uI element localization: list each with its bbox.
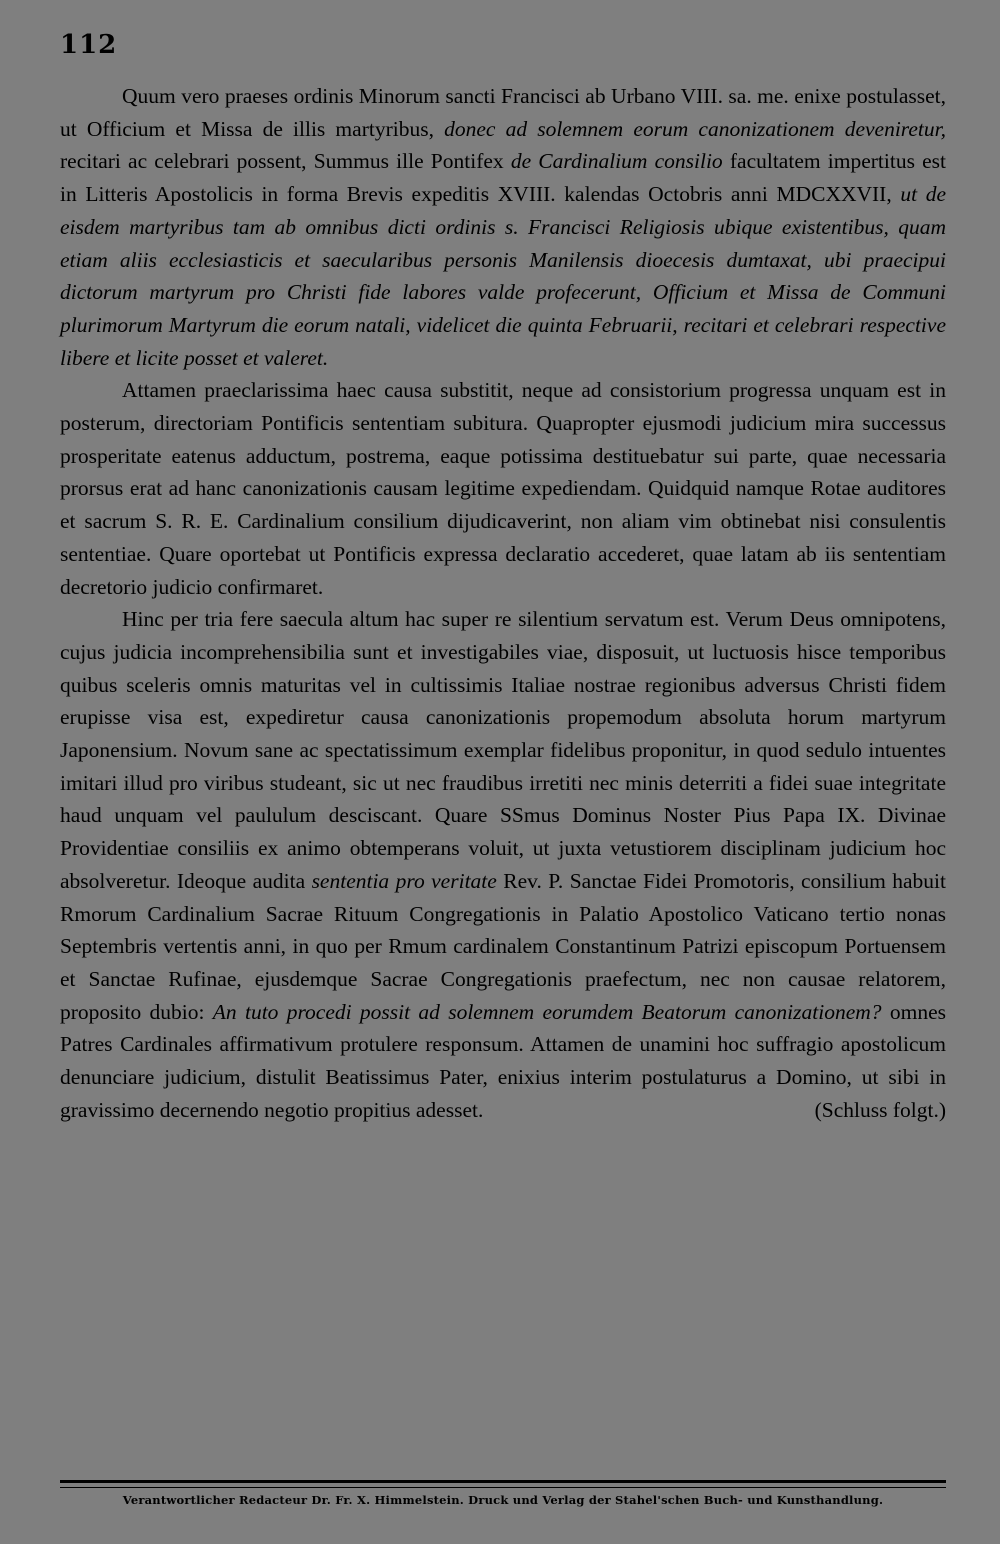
footer-rule	[60, 1480, 946, 1483]
publisher-imprint: Verantwortlicher Redacteur Dr. Fr. X. Himmelstein. Druck und Verlag der Stahel'schen Buch- und Kunsthandlung.	[122, 1493, 884, 1507]
paragraph	[60, 374, 946, 603]
italic-text-run: An tuto procedi possit ad solemnem eorumdem Beatorum canonizationem?	[212, 999, 882, 1024]
footer-rule-thin	[60, 1487, 946, 1488]
paragraph	[60, 80, 946, 374]
text-run: recitari ac celebrari possent, Summus ille Pontifex	[60, 149, 511, 174]
continuation-note: (Schluss folgt.)	[814, 1097, 946, 1122]
italic-text-run: donec ad solemnem eorum canonizationem deveniretur,	[444, 116, 946, 141]
article-body	[60, 80, 946, 1127]
text-run: omnes Patres Cardinales affirmativum protulere responsum. Attamen de unamini hoc suffragio apostolicum denunciare judicium, distulit Beatissimus Pater, enixius interim postulaturus a Domino, ut sibi in gravissimo decernendo negotio propitius adesset.	[60, 999, 946, 1122]
italic-text-run: de Cardinalium consilio	[510, 149, 723, 174]
text-run: Quum vero praeses ordinis Minorum sancti Francisci ab Urbano VIII. sa. me. enixe postulasset, ut Officium et Missa de illis martyribus,	[60, 84, 946, 141]
italic-text-run: sententia pro veritate	[311, 868, 497, 893]
text-run: Attamen praeclarissima haec causa substitit, neque ad consistorium progressa unquam est in posterum, directoriam Pontificis sententiam subitura. Quapropter ejusmodi judicium mira successus prosperitate eatenus adductum, postrema, eaque potissima destituebatur sui parte, quae necessaria prorsus erat ad hanc canonizationis causam legitime expediendam. Quidquid namque Rotae auditores et sacrum S. R. E. Cardinalium consilium dijudicaverint, non aliam vim obtinebat nisi consulentis sententiae. Quare oportebat ut Pontificis expressa declaratio accederet, quae latam ab iis sententiam decretorio judicio confirmaret.	[60, 378, 946, 599]
page-number: 112	[60, 30, 118, 60]
text-run: facultatem impertitus est in Litteris Apostolicis in forma Brevis expeditis XVIII. kalendas Octobris anni MDCXXVII,	[60, 149, 947, 207]
text-run: Hinc per tria fere saecula altum hac super re silentium servatum est. Verum Deus omnipotens, cujus judicia incomprehensibilia sunt et investigabiles viae, disposuit, ut luctuosis hisce temporibus quibus sceleris omnis maturitas vel in cultissimis Italiae nostrae regionibus adversus Christi fidem erupisse visa est, expediretur causa canonizationis propemodum absoluta horum martyrum Japonensium. Novum sane ac spectatissimum exemplar fidelibus proponitur, in quod sedulo intuentes imitari illud pro viribus studeant, sic ut nec fraudibus irretiti nec minis deterriti a fidei suae integritate haud unquam vel paululum desciscant. Quare SSmus Dominus Noster Pius Papa IX. Divinae Providentiae consiliis ex animo obtemperans voluit, ut juxta vetustiorem disciplinam judicium hoc absolveretur. Ideoque audita	[60, 607, 946, 893]
italic-text-run: ut de eisdem martyribus tam ab omnibus dicti ordinis s. Francisci Religiosis ubique existentibus, quam etiam aliis ecclesiasticis et saecularibus personis Manilensis dioecesis dumtaxat, ubi praecipui dictorum martyrum pro Christi fide labores valde profecerunt, Officium et Missa de Communi plurimorum Martyrum die eorum natali, videlicet die quinta Februarii, recitari et celebrari respective libere et licite posset et valeret.	[60, 182, 946, 370]
paragraph	[60, 603, 946, 1126]
text-run: Rev. P. Sanctae Fidei Promotoris, consilium habuit Rmorum Cardinalium Sacrae Rituum Congregationis in Palatio Apostolico Vaticano tertio nonas Septembris vertentis anni, in quo per Rmum cardinalem Constantinum Patrizi episcopum Portuensem et Sanctae Rufinae, ejusdemque Sacrae Congregationis praefectum, nec non causae relatorem, proposito dubio:	[60, 868, 947, 1024]
